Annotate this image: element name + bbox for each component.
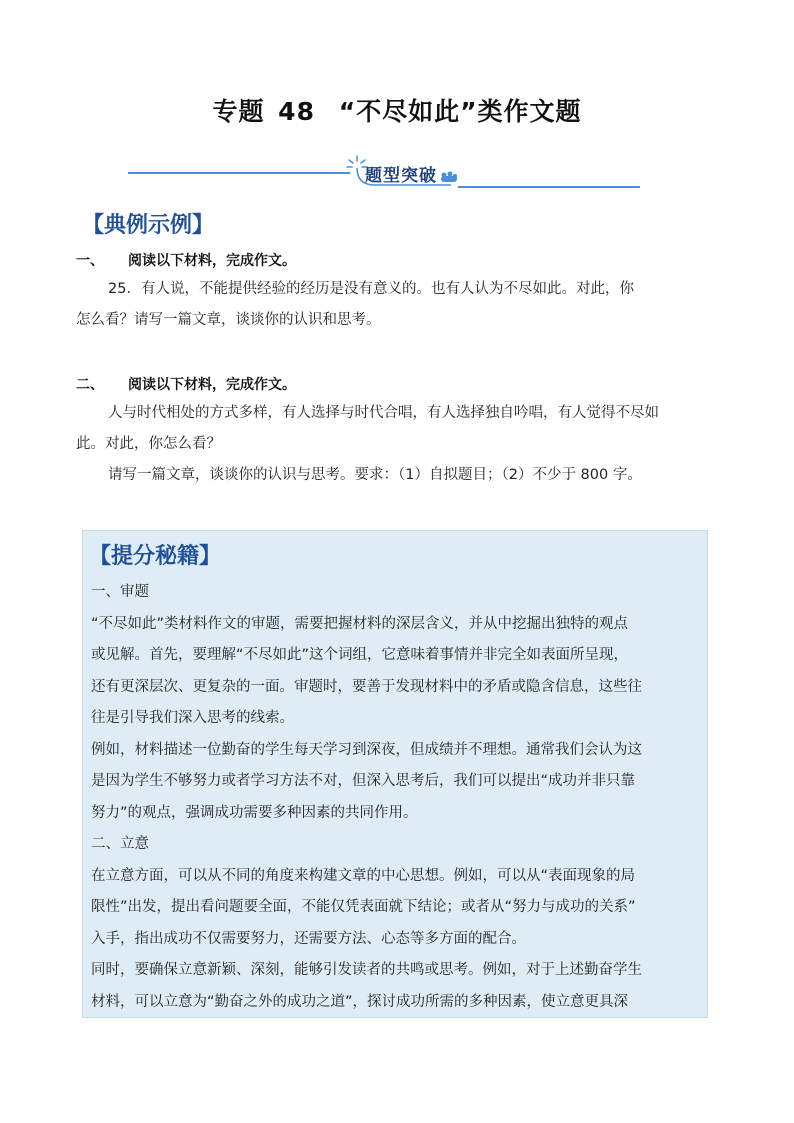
- tips-line: 入手，指出成功不仅需要努力，还需要方法、心态等多方面的配合。: [91, 930, 526, 947]
- question-1-line-1: 25．有人说，不能提供经验的经历是没有意义的。也有人认为不尽如此。对此，你: [108, 281, 634, 297]
- tips-line: 往是引导我们深入思考的线索。: [91, 710, 294, 726]
- tips-line: 还有更深层次、更复杂的一面。审题时，要善于发现材料中的矛盾或隐含信息，这些往: [91, 678, 642, 695]
- tips-line: 是因为学生不够努力或者学习方法不对，但深入思考后，我们可以提出“成功并非只靠: [91, 773, 636, 789]
- tips-line: 材料，可以立意为“勤奋之外的成功之道”，探讨成功所需的多种因素，使立意更具深: [91, 993, 629, 1010]
- question-2-line-2: 此。对此，你怎么看？: [76, 436, 221, 452]
- question-2-header: [76, 374, 296, 394]
- tips-line: 努力”的观点，强调成功需要多种因素的共同作用。: [91, 804, 418, 821]
- question-2-index: 二、: [76, 377, 104, 393]
- title-main: “不尽如此”类作文题: [338, 97, 582, 126]
- tips-box: [82, 530, 708, 1018]
- tips-line: 在立意方面，可以从不同的角度来构建文章的中心思想。例如，可以从“表面现象的局: [91, 867, 636, 884]
- banner-line-left: [128, 172, 350, 174]
- title-number: 48: [278, 97, 315, 126]
- question-1-index: 一、: [76, 253, 104, 269]
- section-banner: [128, 144, 640, 194]
- tips-line: 同时，要确保立意新颖、深刻，能够引发读者的共鸣或思考。例如，对于上述勤奋学生: [91, 962, 642, 978]
- tips-body: [91, 577, 703, 1018]
- tips-line: 一、审题: [91, 584, 149, 600]
- tips-heading: 【提分秘籍】: [89, 544, 222, 569]
- title-prefix: 专题: [212, 97, 265, 126]
- tips-line: 例如，材料描述一位勤奋的学生每天学习到深夜，但成绩并不理想。通常我们会认为这: [91, 741, 642, 758]
- tips-line: 或见解。首先，要理解“不尽如此”这个词组，它意味着事情并非完全如表面所呈现，: [91, 647, 629, 663]
- examples-heading: 【典例示例】: [82, 213, 215, 238]
- tips-line: “不尽如此”类材料作文的审题，需要把握材料的深层含义，并从中挖掘出独特的观点: [91, 615, 629, 632]
- question-1-header: [76, 250, 296, 270]
- question-2-instruction: 阅读以下材料，完成作文。: [128, 377, 296, 393]
- question-2-line-1: 人与时代相处的方式多样，有人选择与时代合唱，有人选择独自吟唱，有人觉得不尽如: [108, 405, 659, 421]
- banner-label: 题型突破: [365, 166, 437, 186]
- question-1-line-2: 怎么看？请写一篇文章，谈谈你的认识和思考。: [76, 312, 381, 328]
- tips-line: 二、立意: [91, 836, 149, 852]
- question-2-line-3: 请写一篇文章，谈谈你的认识与思考。要求：（1）自拟题目；（2）不少于 800 字。: [108, 467, 642, 483]
- page-title: [0, 92, 794, 128]
- tips-line: 限性”出发，提出看问题要全面，不能仅凭表面就下结论；或者从“努力与成功的关系”: [91, 899, 636, 915]
- question-1-instruction: 阅读以下材料，完成作文。: [128, 253, 296, 269]
- banner-line-right: [458, 186, 640, 188]
